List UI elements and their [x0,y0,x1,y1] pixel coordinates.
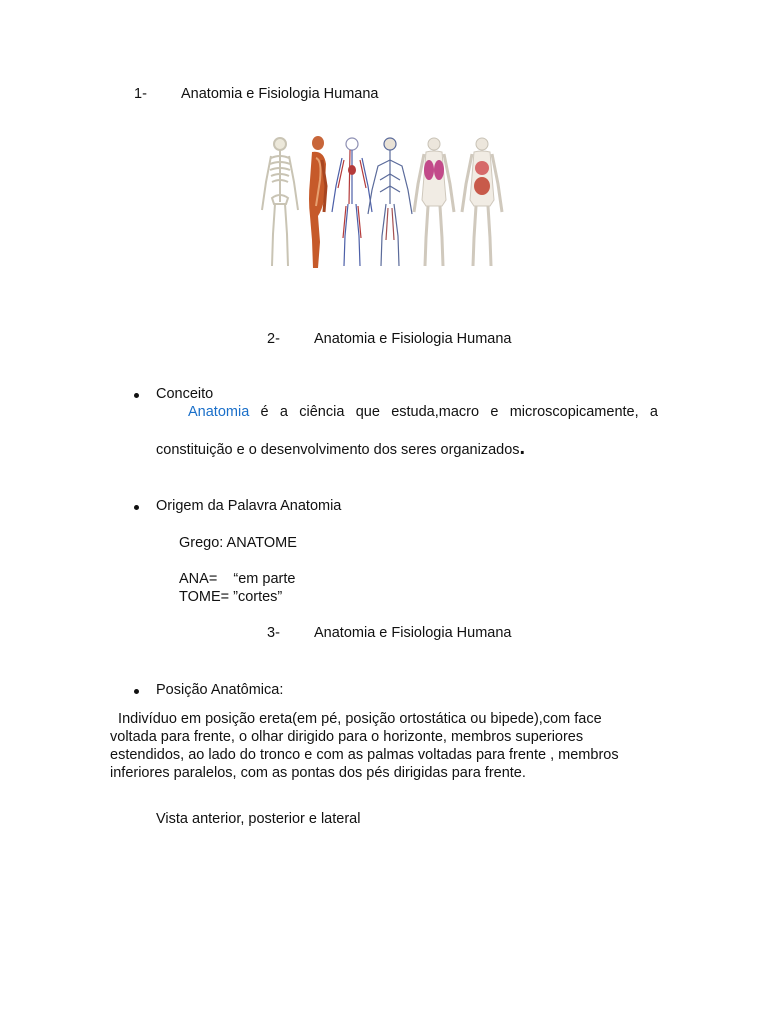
anatomy-systems-figure [256,130,510,272]
respiratory-figure [414,138,454,266]
skeleton-figure [262,138,298,266]
posicao-line: voltada para frente, o olhar dirigido para o horizonte, membros superiores [110,729,584,745]
conceito-label: Conceito [156,386,214,402]
section-1-number: 1- [134,86,147,102]
conceito-line-1-text: é a ciência que estuda,macro e microscopicamente, a [249,404,658,420]
origem-grego: Grego: ANATOME [179,535,297,551]
section-1-heading [134,86,378,102]
section-2-heading [267,331,511,347]
section-3-heading [267,625,511,641]
anatomy-systems-illustration [256,130,510,272]
conceito-period: . [519,437,526,459]
section-3-title: Anatomia e Fisiologia Humana [314,625,512,641]
bullet [134,505,139,510]
muscle-figure [309,136,326,268]
conceito-line-2 [156,437,525,460]
circulatory-figure [332,138,372,266]
origem-ana: ANA= “em parte [179,571,296,587]
section-3-number: 3- [267,625,280,641]
nervous-figure [368,138,412,266]
conceito-line-2-text: constituição e o desenvolvimento dos seres organizados [156,442,520,458]
origem-label: Origem da Palavra Anatomia [156,498,342,514]
section-2-title: Anatomia e Fisiologia Humana [314,331,512,347]
anatomia-link[interactable]: Anatomia [188,404,250,420]
posicao-line: Indivíduo em posição ereta(em pé, posição ortostática ou bipede),com face [110,711,602,727]
posicao-line: estendidos, ao lado do tronco e com as palmas voltadas para frente , membros [110,747,619,763]
origem-tome: TOME= ”cortes” [179,589,283,605]
section-2-number: 2- [267,331,280,347]
conceito-line-1 [188,404,658,420]
posicao-line: inferiores paralelos, com as pontas dos pés dirigidas para frente. [110,765,526,781]
posicao-label: Posição Anatômica: [156,682,284,698]
bullet [134,689,139,694]
section-1-title: Anatomia e Fisiologia Humana [181,86,379,102]
vista-text: Vista anterior, posterior e lateral [156,811,361,827]
bullet [134,393,139,398]
digestive-figure [462,138,502,266]
posicao-paragraph [110,710,670,782]
